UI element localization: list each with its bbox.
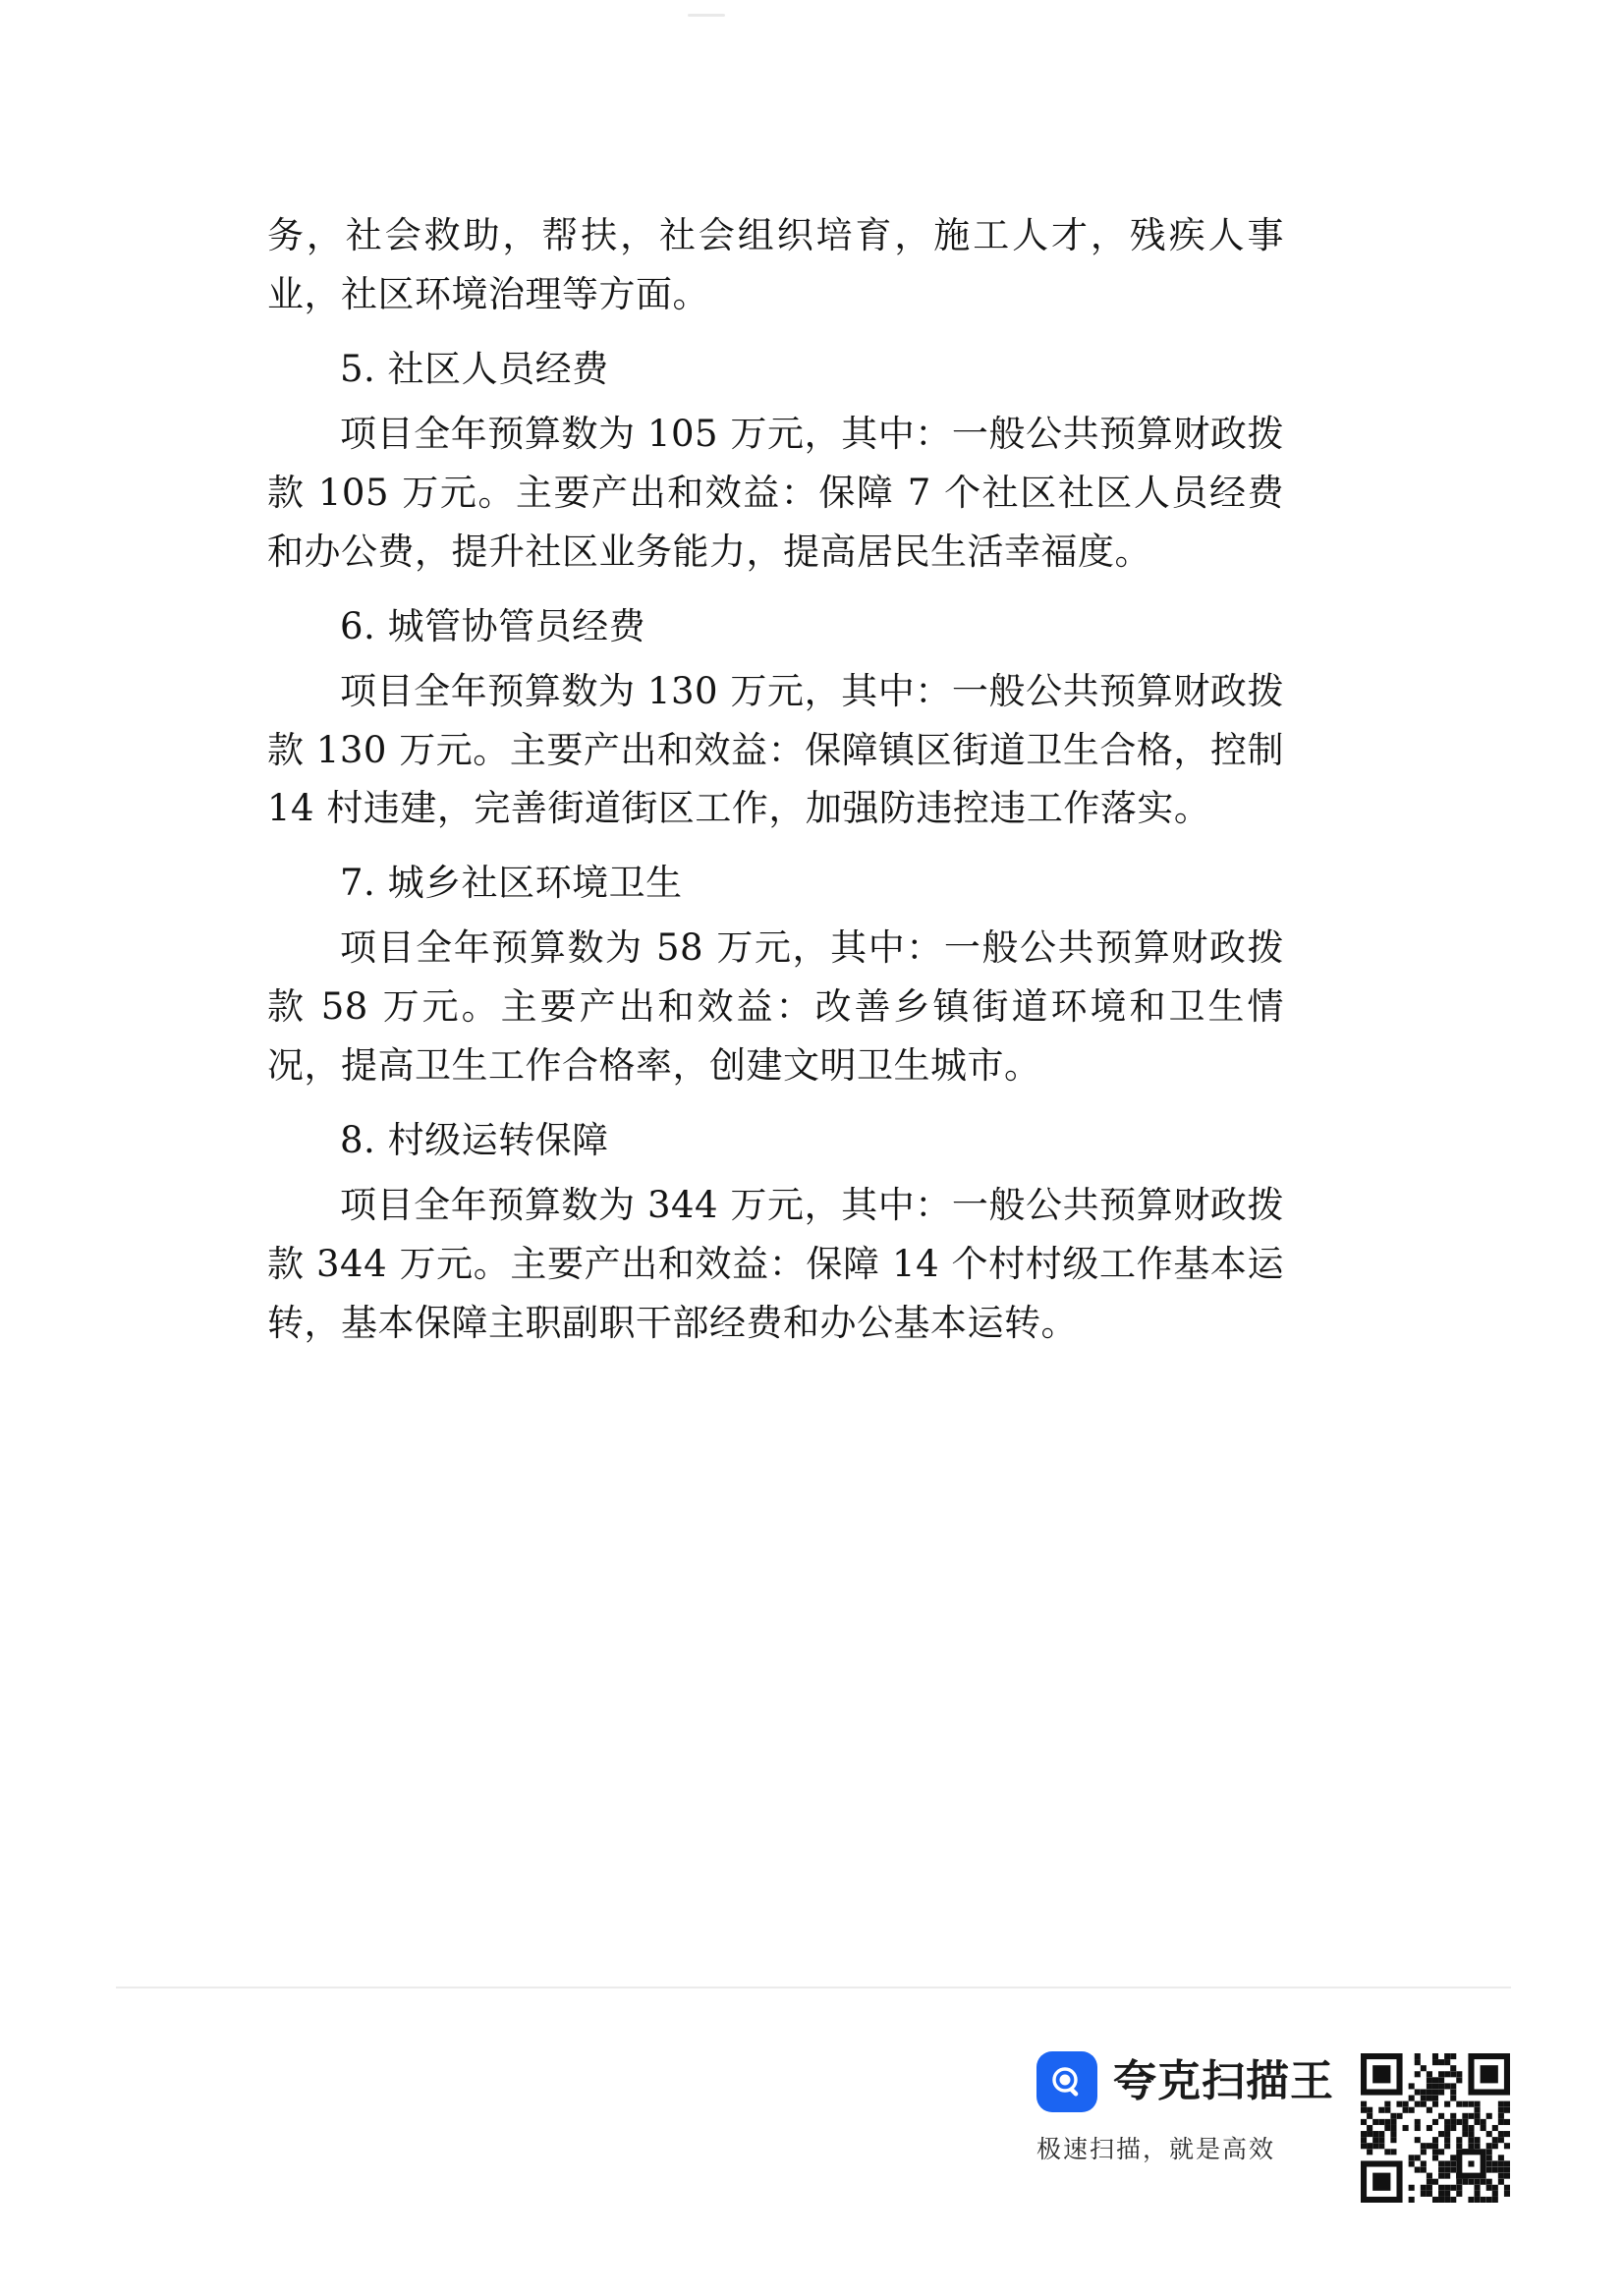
heading-item-8: 8. 村级运转保障 [340,1119,609,1162]
paragraph-item-6-body: 项目全年预算数为 130 万元，其中：一般公共预算财政拨款 130 万元。主要产出和效益：保障镇区街道卫生合格，控制 14 村违建，完善街道街区工作，加强防违控违工作落实。 [267,669,1284,830]
paragraph-item-8-body: 项目全年预算数为 344 万元，其中：一般公共预算财政拨款 344 万元。主要产出和效益：保障 14 个村村级工作基本运转，基本保障主职副职干部经费和办公基本运转。 [267,1184,1284,1344]
app-name: 夸克扫描王 [1113,2056,1334,2106]
heading-item-6: 6. 城管协管员经费 [340,604,646,647]
qr-code [1361,2053,1510,2203]
page-divider [116,1987,1511,1988]
paragraph-item-5-body: 项目全年预算数为 105 万元，其中：一般公共预算财政拨款 105 万元。主要产出和效益：保障 7 个社区社区人员经费和办公费，提升社区业务能力，提高居民生活幸福度。 [267,412,1284,573]
app-tagline: 极速扫描，就是高效 [1036,2135,1276,2163]
heading-item-5: 5. 社区人员经费 [340,347,609,390]
scan-crease-mark [688,14,725,17]
paragraph-continued-services: 务，社会救助，帮扶，社会组织培育，施工人才，残疾人事业，社区环境治理等方面。 [267,214,1284,315]
heading-item-7: 7. 城乡社区环境卫生 [340,862,683,905]
quark-scan-icon [1036,2051,1097,2112]
document-body [267,206,1284,1359]
paragraph-item-7-body: 项目全年预算数为 58 万元，其中：一般公共预算财政拨款 58 万元。主要产出和效益：改善乡镇街道环境和卫生情况，提高卫生工作合格率，创建文明卫生城市。 [267,926,1284,1088]
